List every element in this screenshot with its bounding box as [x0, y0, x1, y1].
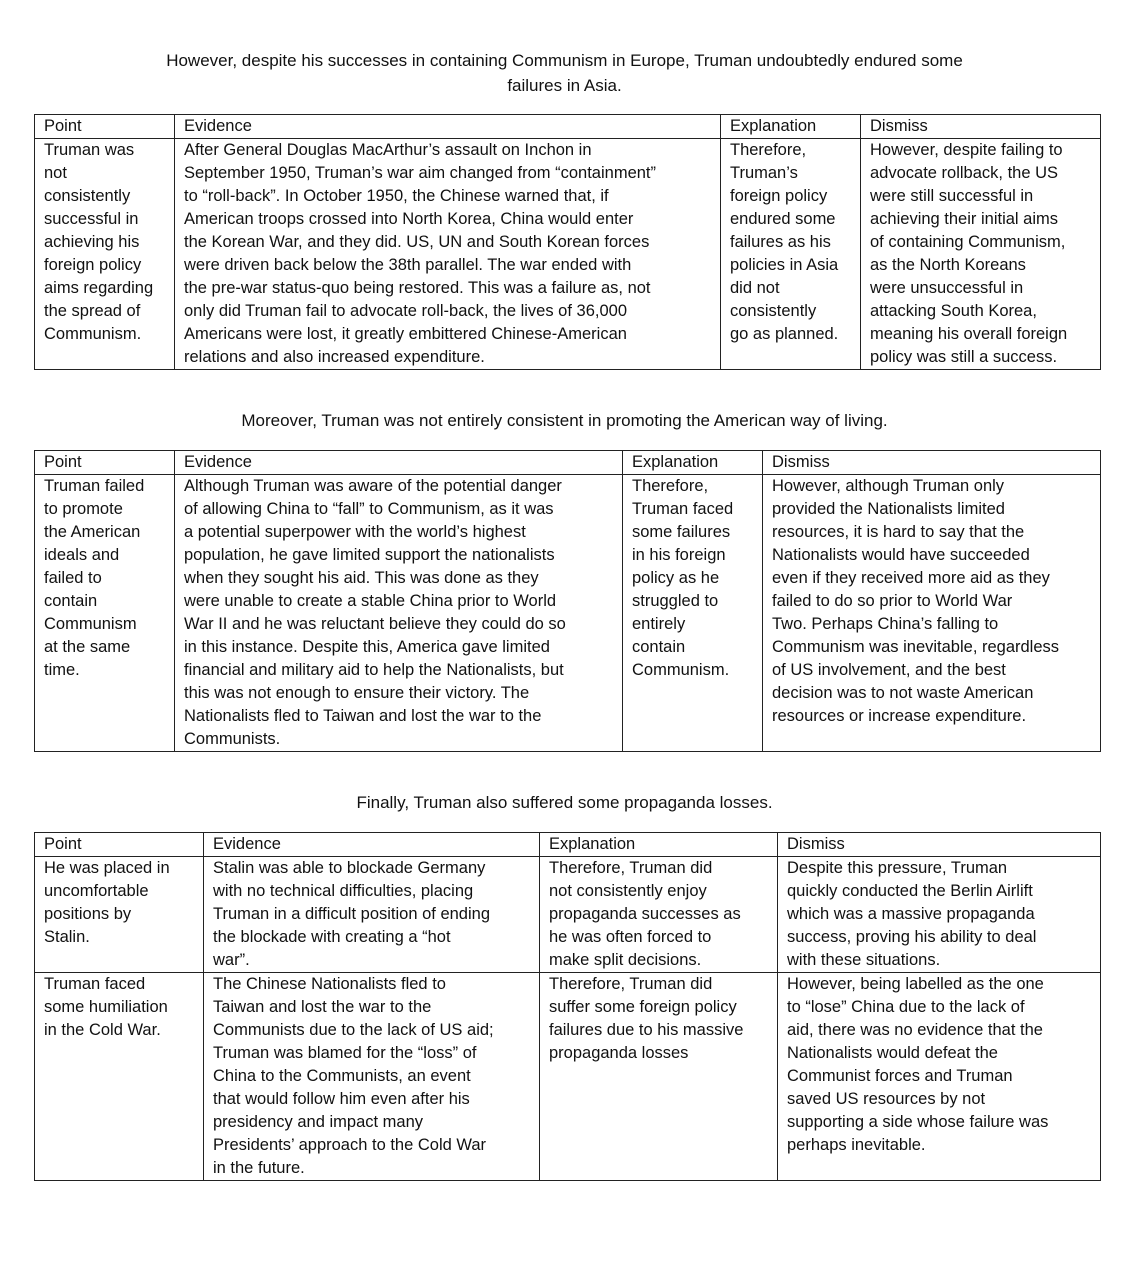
section-2-heading: Moreover, Truman was not entirely consistent in promoting the American way of living.	[241, 411, 888, 430]
header-evidence: Evidence	[204, 833, 540, 857]
explanation-cell: Therefore, Truman faced some failures in his foreign policy as he struggled to entirely contain Communism.	[623, 475, 763, 752]
header-point: Point	[35, 833, 204, 857]
dismiss-cell: However, despite failing to advocate rollback, the US were still successful in achieving their initial aims of containing Communism, as the North Koreans were unsuccessful in attacking South Korea, meaning his overall foreign policy was still a success.	[861, 139, 1101, 370]
header-explanation: Explanation	[623, 451, 763, 475]
section-1-heading: However, despite his successes in containing Communism in Europe, Truman undoubtedly endured some failures in Asia.	[166, 51, 963, 95]
header-point: Point	[35, 115, 175, 139]
point-cell: Truman was not consistently successful in achieving his foreign policy aims regarding the spread of Communism.	[35, 139, 175, 370]
table-row	[35, 475, 1101, 752]
explanation-cell: Therefore, Truman did not consistently enjoy propaganda successes as he was often forced to make split decisions.	[540, 857, 778, 973]
header-dismiss: Dismiss	[861, 115, 1101, 139]
evidence-cell: The Chinese Nationalists fled to Taiwan and lost the war to the Communists due to the lack of US aid; Truman was blamed for the “loss” of China to the Communists, an event that would follow him even after his presidency and impact many Presidents’ approach to the Cold War in the future.	[204, 973, 540, 1181]
section-1-table	[34, 114, 1101, 370]
table-row	[35, 857, 1101, 973]
table-row	[35, 139, 1101, 370]
header-point: Point	[35, 451, 175, 475]
table-header-row	[35, 115, 1101, 139]
dismiss-cell: Despite this pressure, Truman quickly conducted the Berlin Airlift which was a massive propaganda success, proving his ability to deal with these situations.	[778, 857, 1101, 973]
header-dismiss: Dismiss	[778, 833, 1101, 857]
evidence-cell: Stalin was able to blockade Germany with no technical difficulties, placing Truman in a difficult position of ending the blockade with creating a “hot war”.	[204, 857, 540, 973]
section-3-table	[34, 832, 1101, 1181]
header-explanation: Explanation	[540, 833, 778, 857]
header-dismiss: Dismiss	[763, 451, 1101, 475]
header-explanation: Explanation	[721, 115, 861, 139]
explanation-cell: Therefore, Truman’s foreign policy endured some failures as his policies in Asia did not consistently go as planned.	[721, 139, 861, 370]
point-cell: He was placed in uncomfortable positions by Stalin.	[35, 857, 204, 973]
header-evidence: Evidence	[175, 115, 721, 139]
point-cell: Truman faced some humiliation in the Cold War.	[35, 973, 204, 1181]
evidence-cell: After General Douglas MacArthur’s assault on Inchon in September 1950, Truman’s war aim changed from “containment” to “roll-back”. In October 1950, the Chinese warned that, if American troops crossed into North Korea, China would enter the Korean War, and they did. US, UN and South Korean forces were driven back below the 38th parallel. The war ended with the pre-war status-quo being restored. This was a failure as, not only did Truman fail to advocate roll-back, the lives of 36,000 Americans were lost, it greatly embittered Chinese-American relations and also increased expenditure.	[175, 139, 721, 370]
section-3-heading: Finally, Truman also suffered some propaganda losses.	[356, 793, 773, 812]
table-header-row	[35, 833, 1101, 857]
dismiss-cell: However, being labelled as the one to “lose” China due to the lack of aid, there was no evidence that the Nationalists would defeat the Communist forces and Truman saved US resources by not supporting a side whose failure was perhaps inevitable.	[778, 973, 1101, 1181]
header-evidence: Evidence	[175, 451, 623, 475]
table-row	[35, 973, 1101, 1181]
point-cell: Truman failed to promote the American ideals and failed to contain Communism at the same time.	[35, 475, 175, 752]
table-header-row	[35, 451, 1101, 475]
explanation-cell: Therefore, Truman did suffer some foreign policy failures due to his massive propaganda losses	[540, 973, 778, 1181]
section-2-table	[34, 450, 1101, 752]
dismiss-cell: However, although Truman only provided the Nationalists limited resources, it is hard to say that the Nationalists would have succeeded even if they received more aid as they failed to do so prior to World War Two. Perhaps China’s falling to Communism was inevitable, regardless of US involvement, and the best decision was to not waste American resources or increase expenditure.	[763, 475, 1101, 752]
evidence-cell: Although Truman was aware of the potential danger of allowing China to “fall” to Communism, as it was a potential superpower with the world’s highest population, he gave limited support the nationalists when they sought his aid. This was done as they were unable to create a stable China prior to World War II and he was reluctant believe they could do so in this instance. Despite this, America gave limited financial and military aid to help the Nationalists, but this was not enough to ensure their victory. The Nationalists fled to Taiwan and lost the war to the Communists.	[175, 475, 623, 752]
